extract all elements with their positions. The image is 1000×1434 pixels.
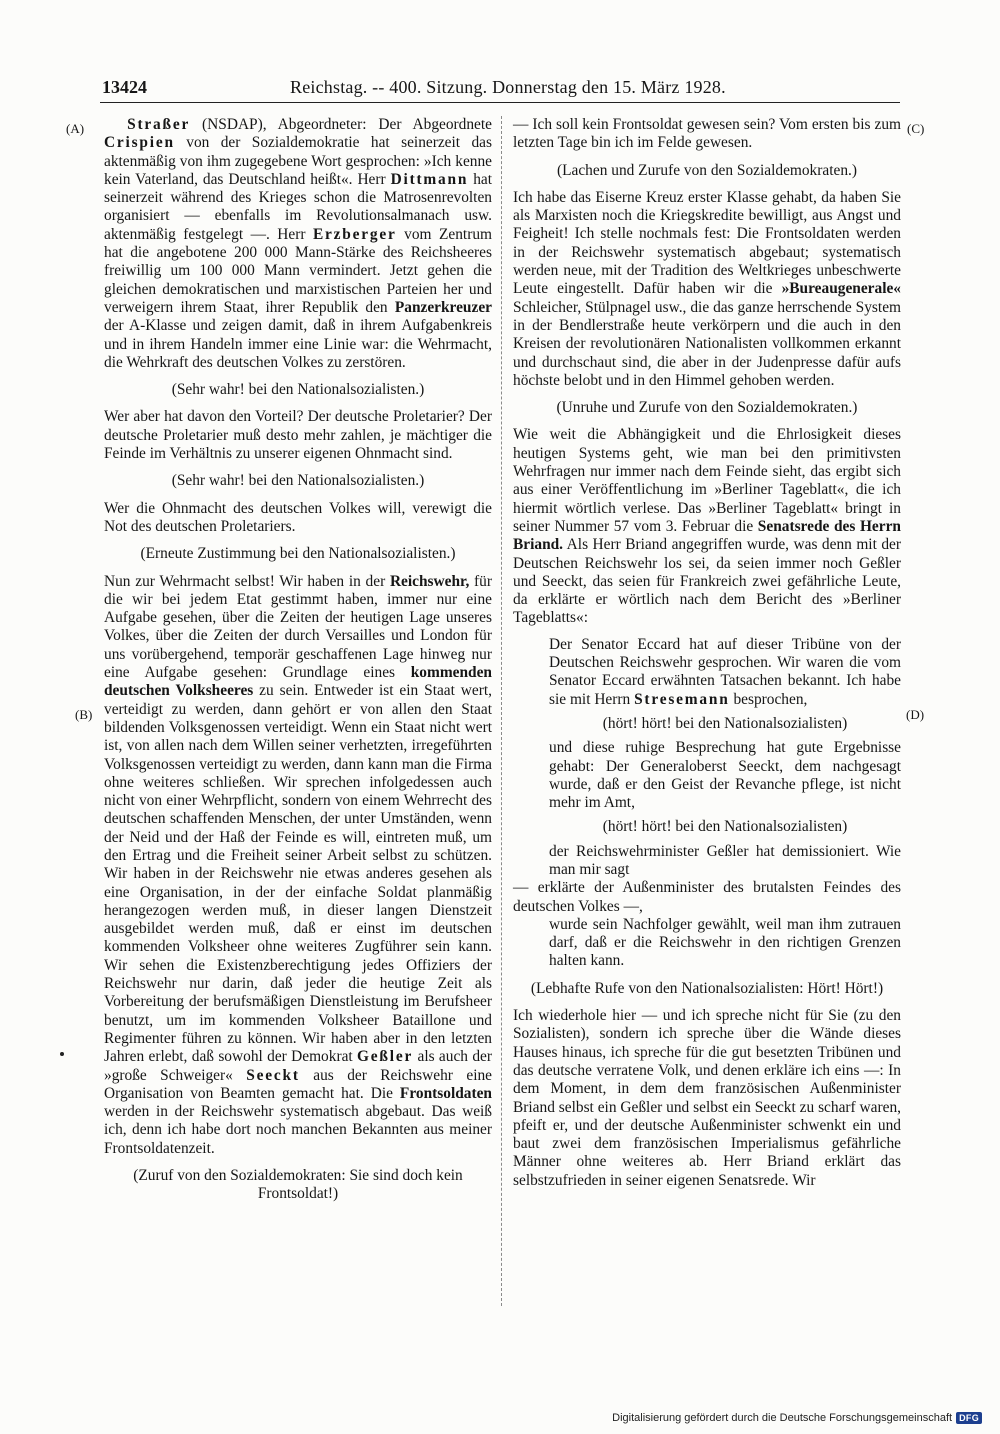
- paragraph: Wer aber hat davon den Vorteil? Der deutsche Proletarier? Der deutsche Proletarier muß desto mehr zahlen, je mächtiger die Feinde im Verhältnis zu unserer eigenen Ohnmacht sind.: [104, 408, 492, 463]
- footer-credit: [612, 1412, 982, 1424]
- paragraph: — Ich soll kein Frontsoldat gewesen sein? Vom ersten bis zum letzten Tage bin ich im Felde gewesen.: [513, 116, 901, 152]
- column-divider: [501, 116, 502, 1306]
- margin-marker-a: (A): [66, 121, 85, 136]
- dfg-logo: DFG: [956, 1412, 982, 1424]
- interjection: (Unruhe und Zurufe von den Sozialdemokraten.): [556, 399, 858, 417]
- margin-marker-c: (C): [907, 121, 925, 136]
- quotation: wurde sein Nachfolger gewählt, weil man ihm zutrauen darf, daß er die Reichswehr in den richtigen Grenzen halten kann.: [549, 915, 901, 970]
- paragraph: — erklärte der Außenminister des brutalsten Feindes des deutschen Volkes —,: [513, 879, 901, 915]
- running-header: [100, 76, 900, 103]
- interjection: (Erneute Zustimmung bei den Nationalsozialisten.): [140, 545, 456, 563]
- margin-marker-b: (B): [75, 707, 93, 722]
- right-column: [513, 116, 901, 1190]
- interjection: (Sehr wahr! bei den Nationalsozialisten.): [171, 381, 425, 399]
- paragraph: Wie weit die Abhängigkeit und die Ehrlosigkeit dieses heutigen Systems geht, wie man bei den primitivsten Wehrfragen nur immer nach dem Feinde sieht, das ergibt sich aus einer Veröffentlichung im »Berliner Tageblatt«, die ich hiermit wörtlich verlese. Das »Berliner Tageblatt« bringt in seiner Nummer 57 vom 3. Februar die Senatsrede des Herrn Briand. Als Herr Briand angegriffen wurde, was denn mit der Deutschen Reichswehr los sei, da seien immer noch Geßler und Seeckt, das seien für Frankreich zwei gefährliche Leute, da erklärte er wörtlich nach dem Bericht des »Berliner Tageblatts«:: [513, 426, 901, 627]
- paragraph: Wer die Ohnmacht des deutschen Volkes will, verewigt die Not des deutschen Proletariers.: [104, 499, 492, 535]
- quoted-interjection: (hört! hört! bei den Nationalsozialisten): [602, 714, 848, 732]
- interjection: (Lebhafte Rufe von den Nationalsozialisten: Hört! Hört!): [530, 979, 884, 997]
- running-title: Reichstag. -- 400. Sitzung. Donnerstag den 15. März 1928.: [290, 77, 726, 97]
- left-column: [104, 116, 492, 1213]
- quoted-interjection: (hört! hört! bei den Nationalsozialisten): [602, 818, 848, 836]
- quotation: der Reichswehrminister Geßler hat demissioniert. Wie man mir sagt: [549, 842, 901, 878]
- paragraph: Ich wiederhole hier — und ich spreche nicht für Sie (zu den Sozialisten), sondern ich spreche über die Wände dieses Hauses hinaus, ich spreche für die gut besetzten Tribünen und das deutsche verratene Volk, und denen erkläre ich eins —: In dem Moment, in dem dem französischen Außenminister Briand selbst ein Geßler und selbst ein Seeckt zu scharf waren, pfeift er, und der deutsche Außenminister schwenkt ein und baut zwei dem französischen Imperialismus gefährliche Männer ohne weiteres ab. Herr Briand erklärt das selbstzufrieden in seiner eigenen Senatsrede. Wir: [513, 1007, 901, 1189]
- paragraph: Nun zur Wehrmacht selbst! Wir haben in der Reichswehr, für die wir bei jedem Etat gestimmt haben, immer nur eine Aufgabe gesehen, über die Zeiten der heutigen Lage unseres Volkes, über die Zeiten der durch Versailles und London für uns vorübergehend, temporär geschaffenen Lage hinweg nur eine Aufgabe gesehen: Grundlage eines kommenden deutschen Volksheeres zu sein. Entweder ist ein Staat wert, verteidigt zu werden, dann gehört er von allen den Staat bildenden Volksgenossen verteidigt. Wenn ein Staat nicht wert ist, von allen nach dem Willen seiner verhetzten, irregeführten Volksgenossen verteidigt zu werden, dann kann man die Firma ohne weiteres schließen. Wir sprechen infolgedessen auch nicht von einer Wehrpflicht, sondern von einem Wehrrecht des deutschen schaffenden Menschen, der unter Umständen, wenn der Neid und der Haß der Feinde es will, eintreten muß, um den Ertrag und die Freiheit seiner Arbeit selbst zu schützen. Wir haben in der Reichswehr nie etwas anderes gesehen als eine Organisation, in der der einfache Soldat planmäßig herangezogen werden muß, in dieser langen Dienstzeit ausgebildet werden muß, daß er einst im deutschen kommenden Volksheer ohne weiteres Zugführer sein kann. Wir sehen die Existenzberechtigung jedes Offiziers der Reichswehr nur darin, daß jeder die heutige Zeit als Vorbereitung der berufsmäßigen Dienstleistung im Berufsheer benutzt, um im kommenden Volksheer Bataillone und Regimenter führen zu können. Wir haben aber in den letzten Jahren erlebt, daß sowohl der Demokrat Geßler als auch der »große Schweiger« Seeckt aus der Reichswehr eine Organisation von Beamten gemacht hat. Die Frontsoldaten werden in der Reichswehr systematisch abgebaut. Das weiß ich, denn ich habe dort noch manchen Bekannten aus meiner Frontsoldatenzeit.: [104, 572, 492, 1157]
- margin-dot: [60, 1052, 64, 1056]
- paragraph: Straßer (NSDAP), Abgeordneter: Der Abgeordnete Crispien von der Sozialdemokratie hat seinerzeit das aktenmäßig von ihm zugegebene Wort gesprochen: »Ich kenne kein Vaterland, das Deutschland heißt«. Herr Dittmann hat seinerzeit während des Krieges schon die Matrosenrevolten organisiert — ebenfalls im Revolutionsalmanach usw. aktenmäßig festgelegt —. Herr Erzberger vom Zentrum hat die angebotene 200 000 Mann-Stärke des Reichsheeres freiwillig um 100 000 Mann vermindert. Jetzt gehen die gleichen demokratischen und marxistischen Parteien her und verweigern ihrem Staat, ihrer Republik den Panzerkreuzer der A-Klasse und zeigen damit, daß in ihrem Aufgabenkreis und in ihrem Handeln immer eine Linie war: die Wehrmacht, die Wehrkraft des deutschen Volkes zu zerstören.: [104, 116, 492, 371]
- page-number: 13424: [102, 77, 147, 97]
- paragraph: Ich habe das Eiserne Kreuz erster Klasse gehabt, da haben Sie als Marxisten noch die Kriegskredite bewilligt, aus Angst und Feigheit! Ich stelle nochmals fest: Die Frontsoldaten werden in der Reichswehr systematisch abgebaut; systematisch werden neue, mit der Tradition des Weltkrieges unbeschwerte Leute eingestellt. Dafür haben wir die »Bureaugenerale« Schleicher, Stülpnagel usw., die das ganze herrschende System in der Bendlerstraße heute verkörpern und die auch in den Kreisen der revolutionären Nationalisten vollkommen erkannt und durchschaut sind, die aber in der Judenpresse dafür aufs höchste belobt und in den Himmel gehoben werden.: [513, 188, 901, 389]
- quotation: und diese ruhige Besprechung hat gute Ergebnisse gehabt: Der Generaloberst Seeckt, dem nachgesagt wurde, daß er den Geist der Revanche pflege, ist nicht mehr im Amt,: [549, 739, 901, 812]
- margin-marker-d: (D): [906, 707, 925, 722]
- interjection: (Lachen und Zurufe von den Sozialdemokraten.): [556, 161, 857, 179]
- digitization-credit: Digitalisierung gefördert durch die Deutsche Forschungsgemeinschaft: [612, 1412, 953, 1424]
- interjection: (Zuruf von den Sozialdemokraten: Sie sind doch kein Frontsoldat!): [133, 1167, 463, 1203]
- interjection: (Sehr wahr! bei den Nationalsozialisten.): [171, 472, 425, 490]
- quotation: Der Senator Eccard hat auf dieser Tribüne von der Deutschen Reichswehr gesprochen. Wir waren die vom Senator Eccard erwähnten Tatsachen bekannt. Ich habe sie mit Herrn Stresemann besprochen,: [549, 635, 901, 708]
